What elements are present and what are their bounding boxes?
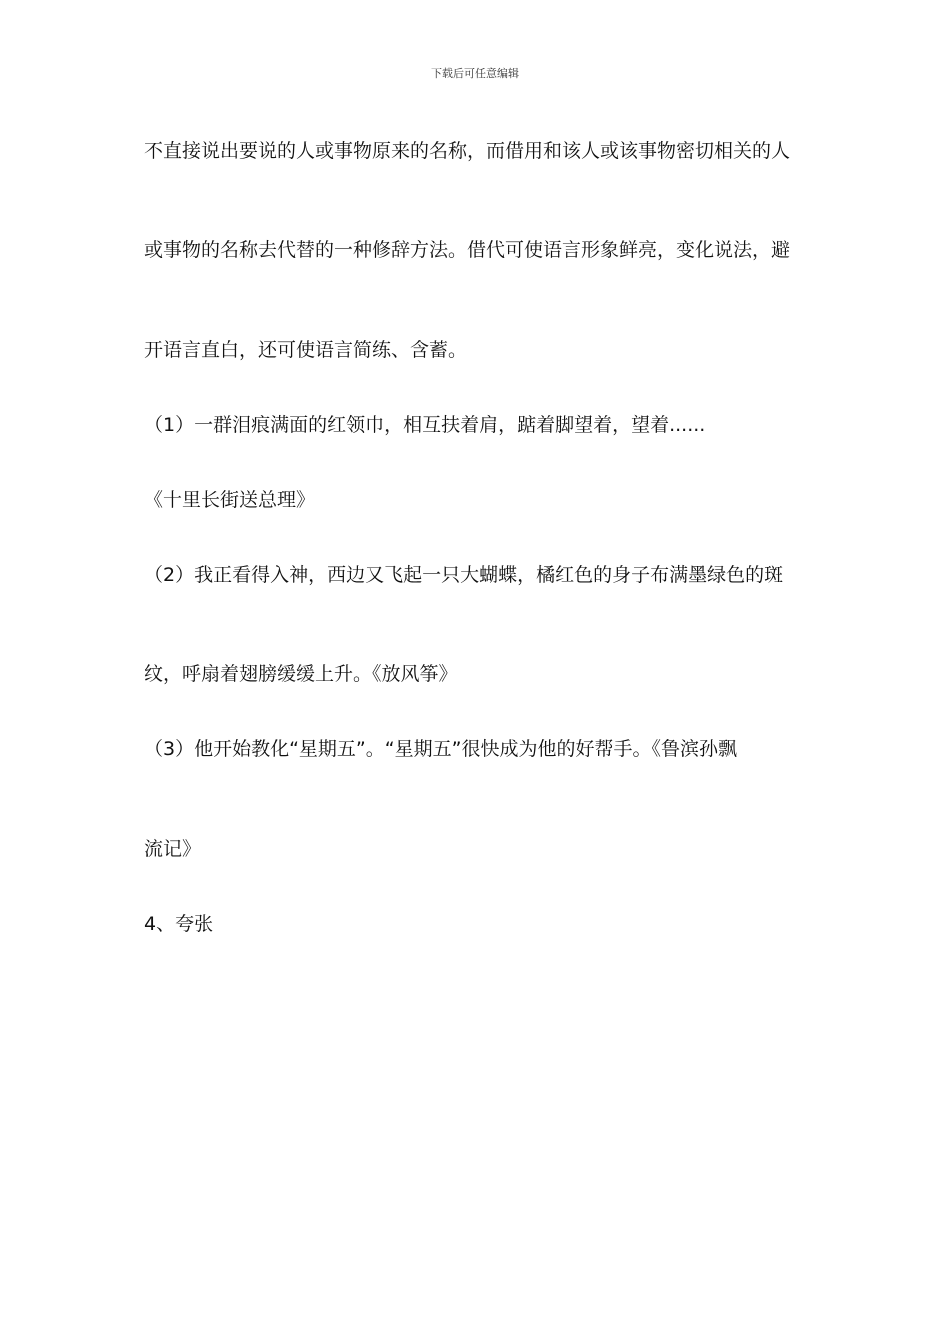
paragraph-line: 或事物的名称去代替的一种修辞方法。借代可使语言形象鲜亮，变化说法，避: [144, 239, 791, 261]
example-line: （2）我正看得入神，西边又飞起一只大蝴蝶，橘红色的身子布满墨绿色的斑: [144, 564, 784, 586]
example-line: （3）他开始教化“星期五”。“星期五”很快成为他的好帮手。《鲁滨孙飘: [144, 738, 737, 760]
example-source: 《十里长街送总理》: [144, 489, 316, 511]
example-line: 纹，呼扇着翅膀缓缓上升。《放风筝》: [144, 663, 458, 685]
paragraph-line: 开语言直白，还可使语言简练、含蓄。: [144, 339, 468, 361]
section-heading: 4、夸张: [144, 913, 214, 935]
paragraph-line: 不直接说出要说的人或事物原来的名称，而借用和该人或该事物密切相关的人: [144, 140, 791, 162]
example-source: 流记》: [144, 838, 202, 860]
example-line: （1）一群泪痕满面的红领巾，相互扶着肩，踮着脚望着，望着......: [144, 414, 706, 436]
page-header: 下载后可任意编辑: [431, 67, 519, 80]
